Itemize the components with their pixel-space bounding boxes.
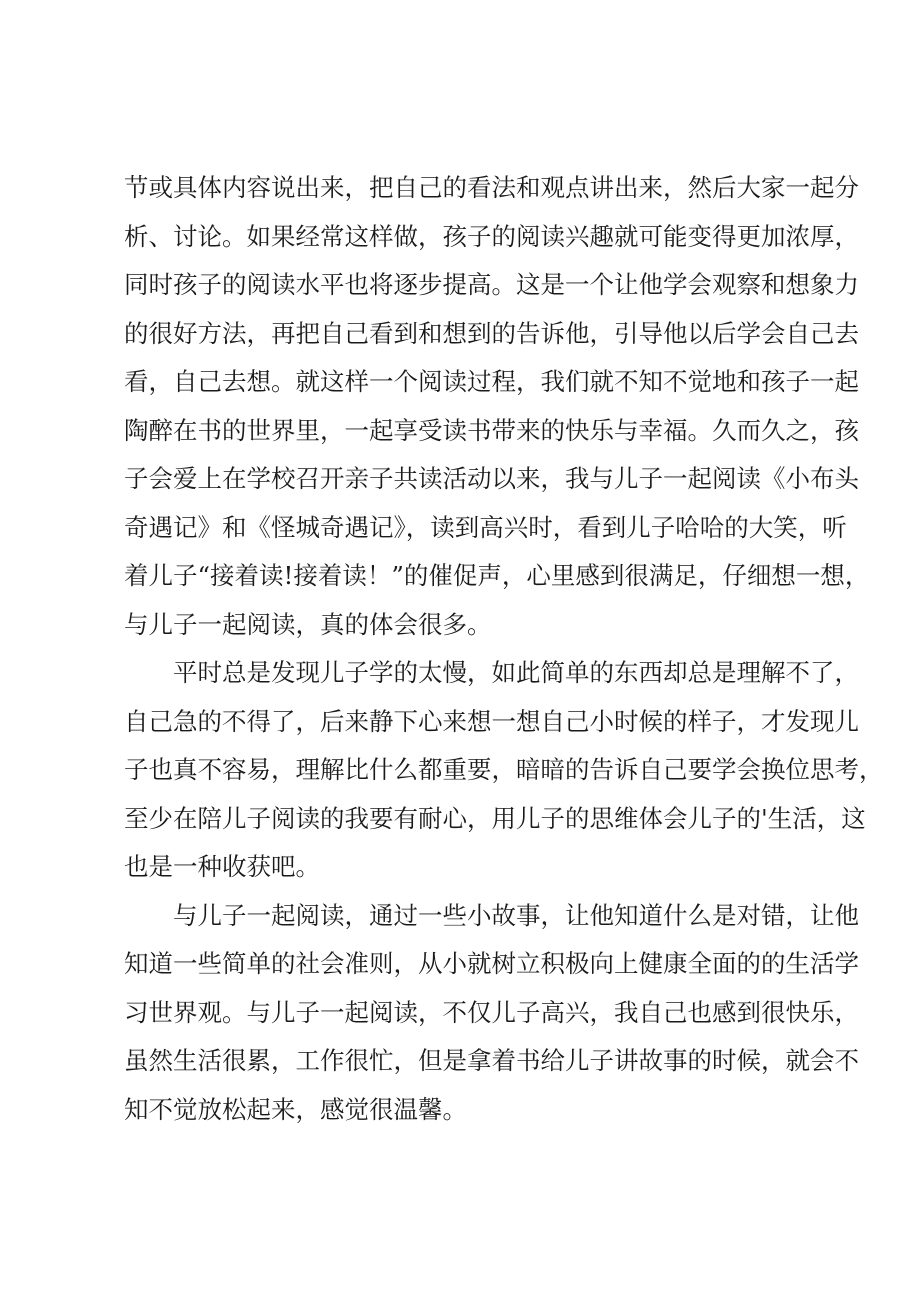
text-line: 节或具体内容说出来，把自己的看法和观点讲出来，然后大家一起分 [124,173,859,202]
paragraph-1 [124,164,870,649]
text-line: 着儿子“接着读!接着读！”的催促声，心里感到很满足，仔细想一想， [124,561,870,590]
text-line: 至少在陪儿子阅读的我要有耐心，用儿子的思维体会儿子的'生活，这 [124,803,866,833]
text-line: 子会爱上在学校召开亲子共读活动以来，我与儿子一起阅读《小布头 [124,464,859,493]
paragraph-2 [124,649,884,892]
text-line: 看，自己去想。就这样一个阅读过程，我们就不知不觉地和孩子一起 [124,367,859,396]
text-line: 同时孩子的阅读水平也将逐步提高。这是一个让他学会观察和想象力 [124,270,859,299]
text-line: 知道一些简单的社会准则，从小就树立积极向上健康全面的的生活学 [124,949,859,978]
text-line: 习世界观。与儿子一起阅读，不仅儿子高兴，我自己也感到很快乐， [124,997,859,1027]
text-line: 知不觉放松起来，感觉很温馨。 [124,1094,467,1124]
text-line: 奇遇记》和《怪城奇遇记》，读到高兴时，看到儿子哈哈的大笑，听 [124,512,847,542]
text-line: 与儿子一起阅读，通过一些小故事，让他知道什么是对错，让他 [173,900,859,930]
text-line: 析、讨论。如果经常这样做，孩子的阅读兴趣就可能变得更加浓厚， [124,221,859,251]
document-body [124,164,884,1134]
text-line: 子也真不容易，理解比什么都重要，暗暗的告诉自己要学会换位思考， [124,755,884,784]
text-line: 也是一种收获吧。 [124,852,320,881]
text-line: 与儿子一起阅读，真的体会很多。 [124,609,492,639]
text-line: 平时总是发现儿子学的太慢，如此简单的东西却总是理解不了， [173,658,859,687]
paragraph-3 [124,892,859,1135]
text-line: 陶醉在书的世界里，一起享受读书带来的快乐与幸福。久而久之，孩 [124,415,859,445]
text-line: 的很好方法，再把自己看到和想到的告诉他，引导他以后学会自己去 [124,318,859,348]
text-line: 自己急的不得了，后来静下心来想一想自己小时候的样子，才发现儿 [124,706,859,736]
text-line: 虽然生活很累，工作很忙，但是拿着书给儿子讲故事的时候，就会不 [124,1046,859,1075]
